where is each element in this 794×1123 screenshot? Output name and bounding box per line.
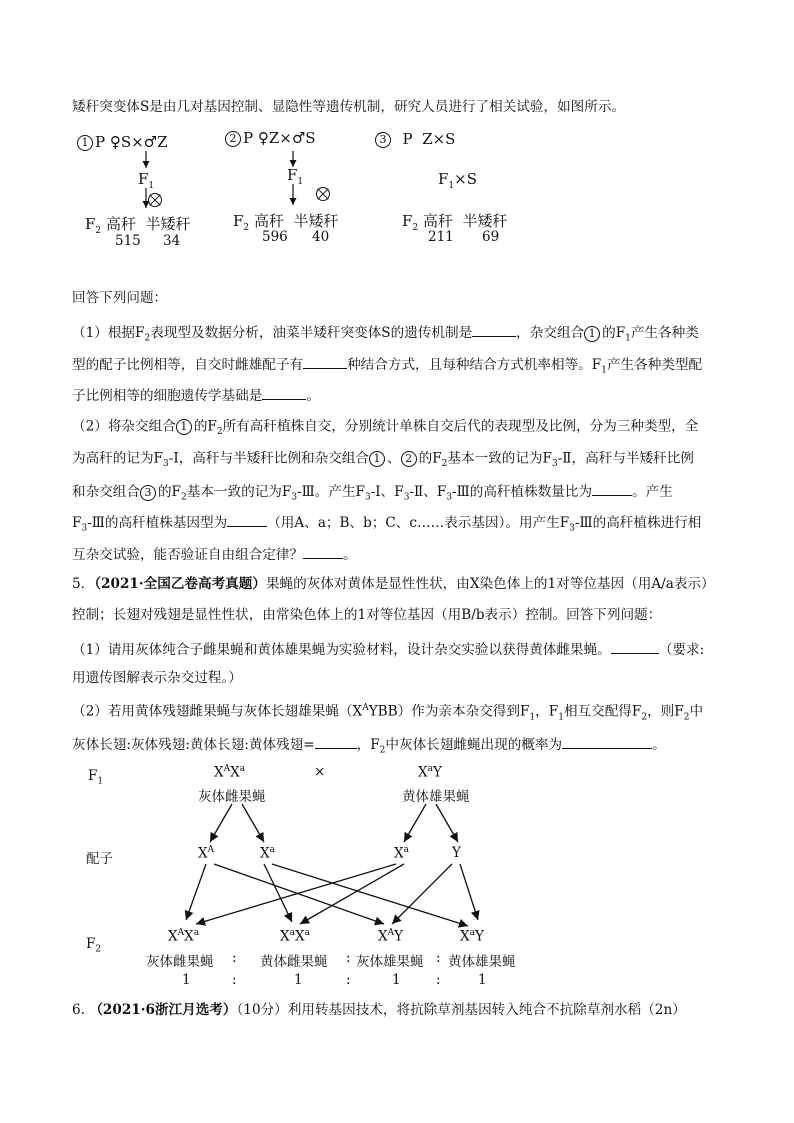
arrow: [210, 804, 232, 842]
cross3-f2: $F_2$ 高秆 半矮秆: [402, 212, 508, 233]
answer-prompt: 回答下列问题：: [72, 290, 168, 306]
cross1-semi-count: 34: [163, 233, 181, 249]
q2-line1: （2）将杂交组合 1 的$F_2$所有高秆植株自交，分别统计单株自交后代的表现型及比例，分为三种类型，全: [72, 418, 699, 438]
answer-blank[interactable]: [262, 387, 306, 400]
gamete-4: Y: [452, 845, 461, 861]
q5-source: （2021·全国乙卷高考真题）: [94, 576, 266, 592]
cross3-number: 3: [375, 132, 391, 148]
cross2-f1: $F_1$: [287, 166, 304, 187]
offspring-1-name: 灰体雌果蝇: [146, 954, 214, 970]
answer-blank[interactable]: [315, 736, 357, 749]
answer-blank[interactable]: [592, 483, 632, 496]
cross-symbol: ×: [314, 764, 326, 780]
f1-label: $F_1$: [88, 768, 104, 787]
gamete-2: $X^a$: [260, 845, 275, 862]
arrow: [460, 864, 478, 920]
selfing-symbol: [148, 193, 162, 207]
q2-line5: 互杂交试验，能否验证自由组合定律？ 。: [72, 547, 357, 563]
cross2-tall-count: 596: [262, 229, 288, 245]
cross2-semi-count: 40: [312, 229, 330, 245]
cross2-f2: $F_2$ 高秆 半矮秆: [233, 212, 339, 233]
q2-line4: $F_3-Ⅲ$的高秆植株基因型为 （用A、a；B、b；C、c……表示基因）。用产生$F_3-Ⅲ$的高秆植株进行相: [72, 515, 702, 534]
cross2-parents: 2 P ♀Z×♂S: [225, 129, 316, 147]
offspring-3-name: 灰体雄果蝇: [356, 954, 424, 970]
offspring-4-genotype: $X^aY$: [460, 928, 484, 945]
ratio-colon: :: [436, 972, 441, 988]
answer-blank[interactable]: [562, 736, 652, 749]
answer-blank[interactable]: [472, 324, 516, 337]
male-parent-genotype: $X^aY$: [418, 764, 442, 781]
cross1-parents: 1 P ♀S×♂Z: [77, 133, 168, 151]
offspring-2-name: 黄体雌果蝇: [260, 954, 328, 970]
ratio-colon: :: [346, 972, 351, 988]
offspring-3-genotype: $X^AY$: [378, 928, 404, 945]
q5-p2-line1: （2）若用黄体残翅雌果蝇与灰体长翅雄果蝇$(X^AYBB)$作为亲本杂交得到$F_1$，$F_1$相互交配得$F_2$，则$F_2$中: [72, 703, 704, 723]
ratio-colon: :: [346, 950, 351, 966]
female-parent-name: 灰体雌果蝇: [198, 789, 266, 805]
cross1-number: 1: [77, 135, 93, 151]
answer-blank[interactable]: [303, 546, 343, 559]
ratio-colon: :: [436, 950, 441, 966]
arrow: [186, 864, 206, 920]
q2-line2: 为高秆的记为$F_3-Ⅰ$，高秆与半矮秆比例和杂交组合 1 、 2 的$F_2$基本一致的记为$F_3-Ⅱ$，高秆与半矮秆比例: [72, 450, 694, 470]
ratio-colon: :: [232, 972, 237, 988]
cross3-tall-count: 211: [428, 229, 454, 245]
ratio-4: 1: [478, 972, 487, 988]
q5-p1-line2: 用遗传图解表示杂交过程。）: [72, 670, 242, 686]
answer-blank[interactable]: [227, 514, 267, 527]
cross1-f2: $F_2$ 高秆 半矮秆: [85, 215, 191, 236]
male-parent-name: 黄体雄果蝇: [402, 789, 470, 805]
female-parent-genotype: $X^AX^a$: [214, 764, 246, 781]
cross2-number: 2: [225, 131, 241, 147]
arrow: [242, 804, 264, 842]
intro-text: 矮秆突变体S是由几对基因控制、显隐性等遗传机制，研究人员进行了相关试验，如图所示。: [72, 99, 626, 115]
f2-label: $F_2$: [86, 936, 102, 955]
gamete-3: $X^a$: [394, 845, 409, 862]
q6-line1: 6. （2021·6浙江月选考）（10分）利用转基因技术，将抗除草剂基因转入纯合不抗除草剂水稻（2n）: [72, 1002, 686, 1018]
q5-line1: 5．（2021·全国乙卷高考真题）果蝇的灰体对黄体是显性性状，由X染色体上的1对等位基因（用A/a表示）: [72, 576, 715, 592]
q1-line2: 型的配子比例相等，自交时雌雄配子有 种结合方式，且每种结合方式机率相等。$F_1$产生各种类型配: [72, 357, 703, 376]
q1-line3: 子比例相等的细胞遗传学基础是 。: [72, 388, 320, 404]
q2-line3: 和杂交组合 3 的$F_2$基本一致的记为$F_3-Ⅲ$。产生$F_3-Ⅰ$、$F_3-Ⅱ$、$F_3-Ⅲ$的高秆植株数量比为 。产生: [72, 484, 673, 503]
ratio-2: 1: [294, 972, 303, 988]
cross1-tall-count: 515: [115, 233, 141, 249]
q5-line2: 控制；长翅对残翅是显性性状，由常染色体上的1对等位基因（用B/b表示）控制。回答下列问题：: [72, 607, 662, 623]
ratio-3: 1: [392, 972, 401, 988]
cross3-parents: 3 P Z×S: [375, 130, 455, 148]
cross-number-ref: 1: [584, 326, 600, 342]
cross1-f1: $F_1$: [138, 170, 155, 191]
answer-blank[interactable]: [303, 356, 347, 369]
answer-blank[interactable]: [611, 641, 659, 654]
gamete-1: $X^A$: [198, 845, 215, 862]
q5-p2-line2: 灰体长翅:灰体残翅:黄体长翅:黄体残翅= ，$F_2$中灰体长翅雌蝇出现的概率为 。: [72, 737, 666, 756]
arrow: [436, 804, 458, 842]
cross3-semi-count: 69: [482, 229, 500, 245]
ratio-colon: :: [232, 950, 237, 966]
offspring-4-name: 黄体雄果蝇: [448, 954, 516, 970]
arrow: [404, 804, 426, 842]
q5-p1-line1: （1）请用灰体纯合子雌果蝇和黄体雄果蝇为实验材料，设计杂交实验以获得黄体雌果蝇。 （要求:: [72, 642, 705, 658]
arrow: [392, 864, 452, 924]
ratio-1: 1: [182, 972, 191, 988]
arrow: [264, 864, 292, 922]
cross3-f1: $F_1\times S$: [438, 170, 478, 191]
offspring-1-genotype: $X^AX^a$: [168, 928, 200, 945]
selfing-symbol: [316, 187, 330, 201]
offspring-2-genotype: $X^aX^a$: [280, 928, 310, 945]
q6-source: （2021·6浙江月选考）: [89, 1002, 237, 1018]
q1-line1: （1）根据$F_2$表现型及数据分析，油菜半矮秆突变体S的遗传机制是 ，杂交组合 1 的$F_1$产生各种类: [72, 325, 699, 344]
gamete-label: 配子: [86, 851, 113, 867]
arrow: [300, 864, 404, 924]
